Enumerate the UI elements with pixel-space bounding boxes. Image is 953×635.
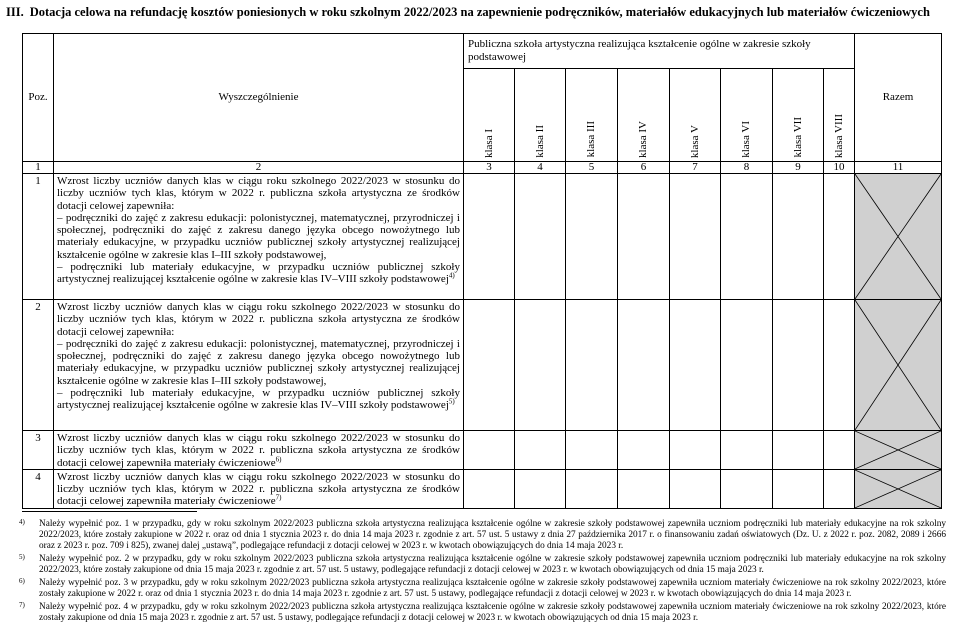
input-cell-klasa-4[interactable] <box>618 174 670 300</box>
row-description <box>54 469 464 508</box>
class-header: klasa VII <box>773 69 824 162</box>
disabled-total-cell <box>855 174 942 300</box>
row-position: 2 <box>23 300 54 431</box>
input-cell-klasa-6[interactable] <box>721 431 773 470</box>
input-cell-klasa-1[interactable] <box>464 431 515 470</box>
row-description <box>54 174 464 300</box>
input-cell-klasa-4[interactable] <box>618 300 670 431</box>
row-position: 1 <box>23 174 54 300</box>
disabled-total-cell <box>855 469 942 508</box>
input-cell-klasa-3[interactable] <box>566 431 618 470</box>
footnote <box>6 519 946 552</box>
input-cell-klasa-2[interactable] <box>515 431 566 470</box>
column-number: 9 <box>773 162 824 174</box>
footnotes <box>6 519 946 626</box>
column-number: 4 <box>515 162 566 174</box>
description-line: – podręczniki lub materiały edukacyjne, w przypadku uczniów publicznej szkoły artystycznej realizującej kształcenie ogólne w zakresie klas IV–VIII szkoły podstawowej$^{4)}$ <box>57 261 460 286</box>
table-row <box>23 174 942 300</box>
input-cell-klasa-8[interactable] <box>824 174 855 300</box>
footnote-ref: 7) <box>275 493 282 502</box>
table-row <box>23 431 942 470</box>
section-title: Dotacja celowa na refundację kosztów poniesionych w roku szkolnym 2022/2023 na zapewnienie podręczników, materiałów edukacyjnych lub materiałów ćwiczeniowych <box>29 5 930 19</box>
input-cell-klasa-8[interactable] <box>824 431 855 470</box>
input-cell-klasa-5[interactable] <box>670 431 721 470</box>
footnote-text: Należy wypełnić poz. 2 w przypadku, gdy w roku szkolnym 2022/2023 publiczna szkoła artystyczna realizująca kształcenie ogólne w zakresie szkoły podstawowej zapewniła uczniom podręczniki lub materiały edukacyjne na rok szkolny 2022/2023, które zostały zakupione od dnia 15 maja 2023 r. zgodnie z art. 57 ust. 5 ustawy, podlegające refundacji z dotacji celowej w 2023 r. w kwotach obowiązujących od dnia 15 maja 2023 r. <box>39 554 946 575</box>
input-cell-klasa-7[interactable] <box>773 469 824 508</box>
table-row <box>23 469 942 508</box>
cross-out-icon <box>855 174 941 299</box>
input-cell-klasa-3[interactable] <box>566 174 618 300</box>
section-heading <box>6 5 946 20</box>
description-line: Wzrost liczby uczniów danych klas w ciągu roku szkolnego 2022/2023 w stosunku do liczby uczniów tych klas, którym w 2022 r. publiczna szkoła artystyczna ze środków dotacji celowej zapewniła: <box>57 301 460 338</box>
class-header: klasa V <box>670 69 721 162</box>
footnote-ref: 5) <box>448 397 455 406</box>
input-cell-klasa-3[interactable] <box>566 469 618 508</box>
description-line: Wzrost liczby uczniów danych klas w ciągu roku szkolnego 2022/2023 w stosunku do liczby uczniów tych klas, którym w 2022 r. publiczna szkoła artystyczna ze środków dotacji celowej zapewniła materiały ćwiczeniowe$^{7)}$ <box>57 470 460 508</box>
row-position: 3 <box>23 431 54 470</box>
input-cell-klasa-4[interactable] <box>618 431 670 470</box>
input-cell-klasa-5[interactable] <box>670 300 721 431</box>
school-group-header: Publiczna szkoła artystyczna realizująca kształcenie ogólne w zakresie szkoły podstawowej <box>464 34 855 69</box>
description-line: – podręczniki lub materiały edukacyjne, w przypadku uczniów publicznej szkoły artystycznej realizującej kształcenie ogólne w zakresie klas IV–VIII szkoły podstawowej$^{5)}$ <box>57 387 460 412</box>
description-line: – podręczniki do zajęć z zakresu edukacji: polonistycznej, matematycznej, przyrodniczej i społecznej, podręczniki do zajęć z zakresu danego języka obcego nowożytnego lub materiały edukacyjne, w przypadku uczniów publicznej szkoły artystycznej realizującej kształcenie ogólne w zakresie klas I–III szkoły podstawowej, <box>57 211 460 261</box>
input-cell-klasa-6[interactable] <box>721 469 773 508</box>
footnote-marker: 5) <box>19 553 25 561</box>
row-position: 4 <box>23 469 54 508</box>
column-number: 7 <box>670 162 721 174</box>
column-number: 2 <box>54 162 464 174</box>
col-poz-header: Poz. <box>23 34 54 162</box>
input-cell-klasa-8[interactable] <box>824 469 855 508</box>
cross-out-icon <box>855 431 941 469</box>
disabled-total-cell <box>855 431 942 470</box>
input-cell-klasa-2[interactable] <box>515 300 566 431</box>
cross-out-icon <box>855 300 941 430</box>
column-number: 1 <box>23 162 54 174</box>
input-cell-klasa-7[interactable] <box>773 174 824 300</box>
row-description <box>54 431 464 470</box>
subsidy-table <box>22 33 942 509</box>
column-number: 10 <box>824 162 855 174</box>
footnote-marker: 7) <box>19 601 25 609</box>
input-cell-klasa-3[interactable] <box>566 300 618 431</box>
column-number: 5 <box>566 162 618 174</box>
footnote-text: Należy wypełnić poz. 4 w przypadku, gdy w roku szkolnym 2022/2023 publiczna szkoła artystyczna realizująca kształcenie ogólne w zakresie szkoły podstawowej zapewniła uczniom materiały ćwiczeniowe na rok szkolny 2022/2023, które zostały zakupione od dnia 15 maja 2023 r. zgodnie z art. 57 ust. 5 ustawy, podlegające refundacji z dotacji celowej w 2023 r. w kwotach obowiązujących od dnia 15 maja 2023 r. <box>39 602 946 623</box>
input-cell-klasa-7[interactable] <box>773 300 824 431</box>
input-cell-klasa-5[interactable] <box>670 174 721 300</box>
input-cell-klasa-6[interactable] <box>721 174 773 300</box>
table-row <box>23 300 942 431</box>
input-cell-klasa-4[interactable] <box>618 469 670 508</box>
column-number: 8 <box>721 162 773 174</box>
class-header: klasa II <box>515 69 566 162</box>
footnote-text: Należy wypełnić poz. 1 w przypadku, gdy w roku szkolnym 2022/2023 publiczna szkoła artystyczna realizująca kształcenie ogólne w zakresie szkoły podstawowej zapewniła uczniom podręczniki lub materiały edukacyjne na rok szkolny 2022/2023, które zostały zakupione w 2022 r. oraz od dnia 1 stycznia 2023 r. do dnia 14 maja 2023 r. zgodnie z art. 57 ust. 5 ustawy z dnia 27 października 2017 r. o finansowaniu zadań oświatowych (Dz. U. z 2022 r. poz. 2082, 2089 i 2666 oraz z 2023 r. poz. 709 i 825), zwanej dalej „ustawą”, podlegające refundacji z dotacji celowej w 2023 r. w kwotach obowiązujących do dnia 14 maja 2023 r. <box>39 519 946 551</box>
input-cell-klasa-7[interactable] <box>773 431 824 470</box>
footnote <box>6 578 946 600</box>
column-number: 6 <box>618 162 670 174</box>
footnote-marker: 6) <box>19 577 25 585</box>
column-number-row <box>23 162 942 174</box>
footnote-text: Należy wypełnić poz. 3 w przypadku, gdy w roku szkolnym 2022/2023 publiczna szkoła artystyczna realizująca kształcenie ogólne w zakresie szkoły podstawowej zapewniła uczniom materiały ćwiczeniowe na rok szkolny 2022/2023, które zostały zakupione w 2022 r. oraz od dnia 1 stycznia 2023 r. do dnia 14 maja 2023 r. zgodnie z art. 57 ust. 5 ustawy, podlegające refundacji z dotacji celowej w 2023 r. w kwotach obowiązujących do dnia 14 maja 2023 r. <box>39 578 946 599</box>
header-row <box>23 34 942 69</box>
footnote-marker: 4) <box>19 518 25 526</box>
input-cell-klasa-1[interactable] <box>464 300 515 431</box>
footnote <box>6 554 946 576</box>
col-total-header: Razem <box>855 34 942 162</box>
footnote <box>6 602 946 624</box>
input-cell-klasa-8[interactable] <box>824 300 855 431</box>
input-cell-klasa-6[interactable] <box>721 300 773 431</box>
row-description <box>54 300 464 431</box>
class-header: klasa IV <box>618 69 670 162</box>
description-line: – podręczniki do zajęć z zakresu edukacji: polonistycznej, matematycznej, przyrodniczej i społecznej, podręczniki do zajęć z zakresu danego języka obcego nowożytnego lub materiały edukacyjne, w przypadku uczniów publicznej szkoły artystycznej realizującej kształcenie ogólne w zakresie klas I–III szkoły podstawowej, <box>57 337 460 387</box>
input-cell-klasa-1[interactable] <box>464 174 515 300</box>
class-header: klasa III <box>566 69 618 162</box>
class-header: klasa VI <box>721 69 773 162</box>
column-number: 11 <box>855 162 942 174</box>
footnote-separator <box>22 511 197 512</box>
input-cell-klasa-2[interactable] <box>515 469 566 508</box>
input-cell-klasa-2[interactable] <box>515 174 566 300</box>
footnote-ref: 6) <box>275 454 282 463</box>
cross-out-icon <box>855 470 941 508</box>
description-line: Wzrost liczby uczniów danych klas w ciągu roku szkolnego 2022/2023 w stosunku do liczby uczniów tych klas, którym w 2022 r. publiczna szkoła artystyczna ze środków dotacji celowej zapewniła materiały ćwiczeniowe$^{6)}$ <box>57 432 460 469</box>
input-cell-klasa-1[interactable] <box>464 469 515 508</box>
footnote-ref: 4) <box>448 271 455 280</box>
description-line: Wzrost liczby uczniów danych klas w ciągu roku szkolnego 2022/2023 w stosunku do liczby uczniów tych klas, którym w 2022 r. publiczna szkoła artystyczna ze środków dotacji celowej zapewniła: <box>57 175 460 212</box>
disabled-total-cell <box>855 300 942 431</box>
column-number: 3 <box>464 162 515 174</box>
class-header: klasa VIII <box>824 69 855 162</box>
section-number: III. <box>6 5 24 19</box>
col-desc-header: Wyszczególnienie <box>54 34 464 162</box>
class-header: klasa I <box>464 69 515 162</box>
input-cell-klasa-5[interactable] <box>670 469 721 508</box>
